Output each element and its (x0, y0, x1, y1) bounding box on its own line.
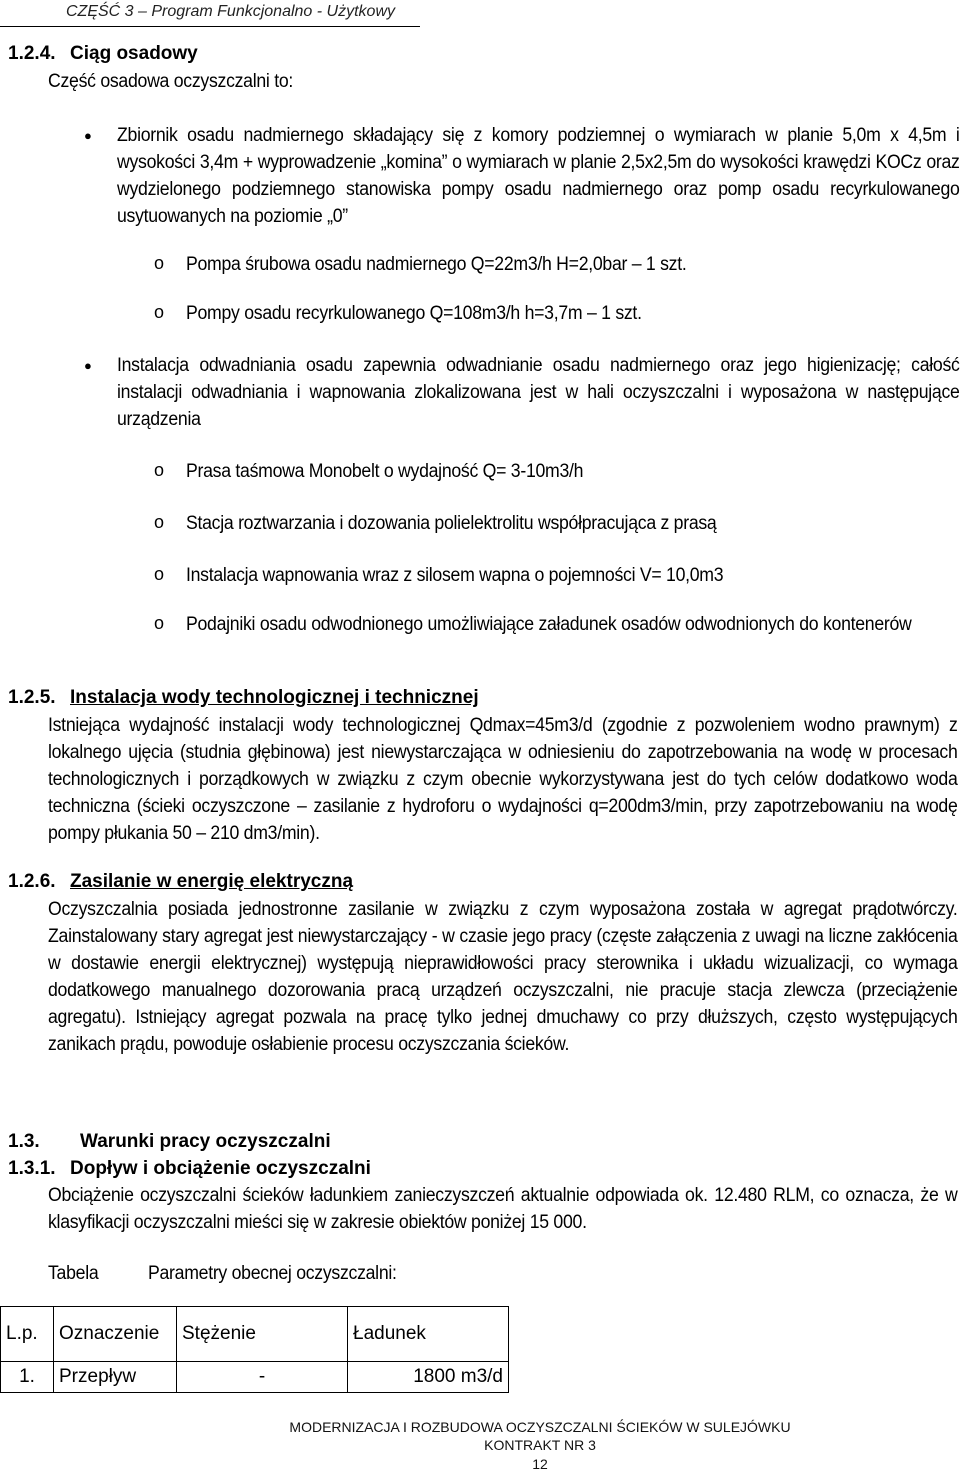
bullet-paragraph: Zbiornik osadu nadmiernego składający się z komory podziemnej o wymiarach w planie 5,0m x 4,5m i wysokości 3,4m + wyprowadzenie „komina” o wymiarach w planie 2,5x2,5m do wysokości krawędzi KOCz oraz wydzielonego podziemnego stanowiska pompy osadu nadmiernego oraz pomp osadu recyrkulowanego usytuowanych na poziomie „0” (117, 125, 960, 227)
bullet-icon: ● (84, 128, 92, 143)
sub-bullet-icon: o (154, 460, 165, 480)
sub-bullet-icon: o (154, 613, 165, 633)
section-paragraph: Obciążenie oczyszczalni ścieków ładunkiem zanieczyszczeń aktualnie odpowiada ok. 12.480 RLM, co oznacza, że w klasyfikacji oczyszczalni mieści się w zakresie obiektów poniżej 15 000. (48, 1185, 958, 1233)
bullet-icon: ● (84, 358, 92, 373)
table-cell: 1800 m3/d (348, 1362, 509, 1393)
table-header-cell: Ładunek (348, 1307, 509, 1362)
sub-bullet-icon: o (154, 253, 165, 273)
table-row (1, 1362, 509, 1393)
bullet-paragraph: Instalacja odwadniania osadu zapewnia odwadnianie osadu nadmiernego oraz jego higienizację; całość instalacji odwadniania i wapnowania zlokalizowana jest w hali oczyszczalni i wyposażona w następujące urządzenia (117, 355, 960, 430)
list-item: Podajniki osadu odwodnionego umożliwiające załadunek osadów odwodnionych do kontenerów (186, 614, 912, 635)
section-paragraph: Oczyszczalnia posiada jednostronne zasilanie w związku z czym wyposażona została w agregat prądotwórczy. Zainstalowany stary agregat jest niewystarczający - w czasie jego pracy (częste załączenia z uwagi na liczne zakłócenia w dostawie energii elektrycznej) występują nieprawidłowości pracy sterownika i układu wizualizacji, co wymaga dodatkowego manualnego dozorowania pracą urządzeń oczyszczalni, nie pracuje stacja zlewcza (przeciążenie agregatu). Istniejący agregat pozwala na pracę tylko jednej dmuchawy co przy dłuższych, często występujących zanikach prądu, powoduje osłabienie procesu oczyszczania ścieków. (48, 899, 958, 1055)
sub-bullet-icon: o (154, 302, 165, 322)
table-header-cell: Stężenie (177, 1307, 348, 1362)
table-header-row (1, 1307, 509, 1362)
section-number: 1.3. (8, 1131, 40, 1152)
table-cell: 1. (1, 1362, 54, 1393)
page-number: 12 (532, 1456, 548, 1472)
list-item: Pompy osadu recyrkulowanego Q=108m3/h h=3,7m – 1 szt. (186, 303, 642, 324)
section-paragraph: Istniejąca wydajność instalacji wody technologicznej Qdmax=45m3/d (zgodnie z pozwoleniem wodno prawnym) z lokalnego ujęcia (studnia głębinowa) jest niewystarczająca w odniesieniu do zapotrzebowania na wodę w procesach technologicznych i porządkowych w związku z czym obecnie wykorzystywana jest do tych celów dodatkowo woda techniczna (ścieki oczyszczone – zasilanie z hydroforu o wydajności q=200dm3/min, przy zapotrzebowaniu na wodę pompy płukania 50 – 210 dm3/min). (48, 715, 958, 844)
table-caption-text: Parametry obecnej oczyszczalni: (148, 1263, 397, 1284)
table-caption-label: Tabela (48, 1263, 99, 1284)
parameters-table (0, 1306, 509, 1393)
footer-contract: KONTRAKT NR 3 (484, 1437, 596, 1453)
header-divider (0, 26, 420, 27)
section-heading-1-3-1 (8, 1155, 371, 1182)
section-heading-1-2-6 (8, 868, 353, 895)
list-item: Instalacja wapnowania wraz z silosem wapna o pojemności V= 10,0m3 (186, 565, 724, 586)
section-heading-1-2-5 (8, 684, 479, 711)
footer-title: MODERNIZACJA I ROZBUDOWA OCZYSZCZALNI ŚCIEKÓW W SULEJÓWKU (289, 1419, 791, 1435)
table-cell: - (177, 1362, 348, 1393)
section-title: Zasilanie w energię elektryczną (70, 871, 354, 892)
section-number: 1.3.1. (8, 1158, 56, 1179)
page-header: CZĘŚĆ 3 – Program Funkcjonalno - Użytkowy (66, 3, 395, 20)
section-title: Dopływ i obciążenie oczyszczalni (70, 1158, 371, 1179)
sub-bullet-icon: o (154, 564, 165, 584)
list-item: Pompa śrubowa osadu nadmiernego Q=22m3/h H=2,0bar – 1 szt. (186, 254, 687, 275)
section-heading-1-3 (8, 1128, 331, 1155)
section-heading-1-2-4 (8, 40, 198, 67)
section-title: Warunki pracy oczyszczalni (80, 1131, 331, 1152)
list-item: Stacja roztwarzania i dozowania polielektrolitu współpracująca z prasą (186, 513, 717, 534)
section-number: 1.2.6. (8, 871, 56, 892)
sub-bullet-icon: o (154, 512, 165, 532)
table-header-cell: L.p. (1, 1307, 54, 1362)
section-number: 1.2.5. (8, 687, 56, 708)
section-number: 1.2.4. (8, 43, 56, 64)
table-header-cell: Oznaczenie (54, 1307, 177, 1362)
table-cell: Przepływ (54, 1362, 177, 1393)
section-title: Ciąg osadowy (70, 43, 198, 64)
list-item: Prasa taśmowa Monobelt o wydajność Q= 3-10m3/h (186, 461, 584, 482)
section-title: Instalacja wody technologicznej i technicznej (70, 687, 479, 708)
section-intro: Część osadowa oczyszczalni to: (48, 71, 294, 92)
